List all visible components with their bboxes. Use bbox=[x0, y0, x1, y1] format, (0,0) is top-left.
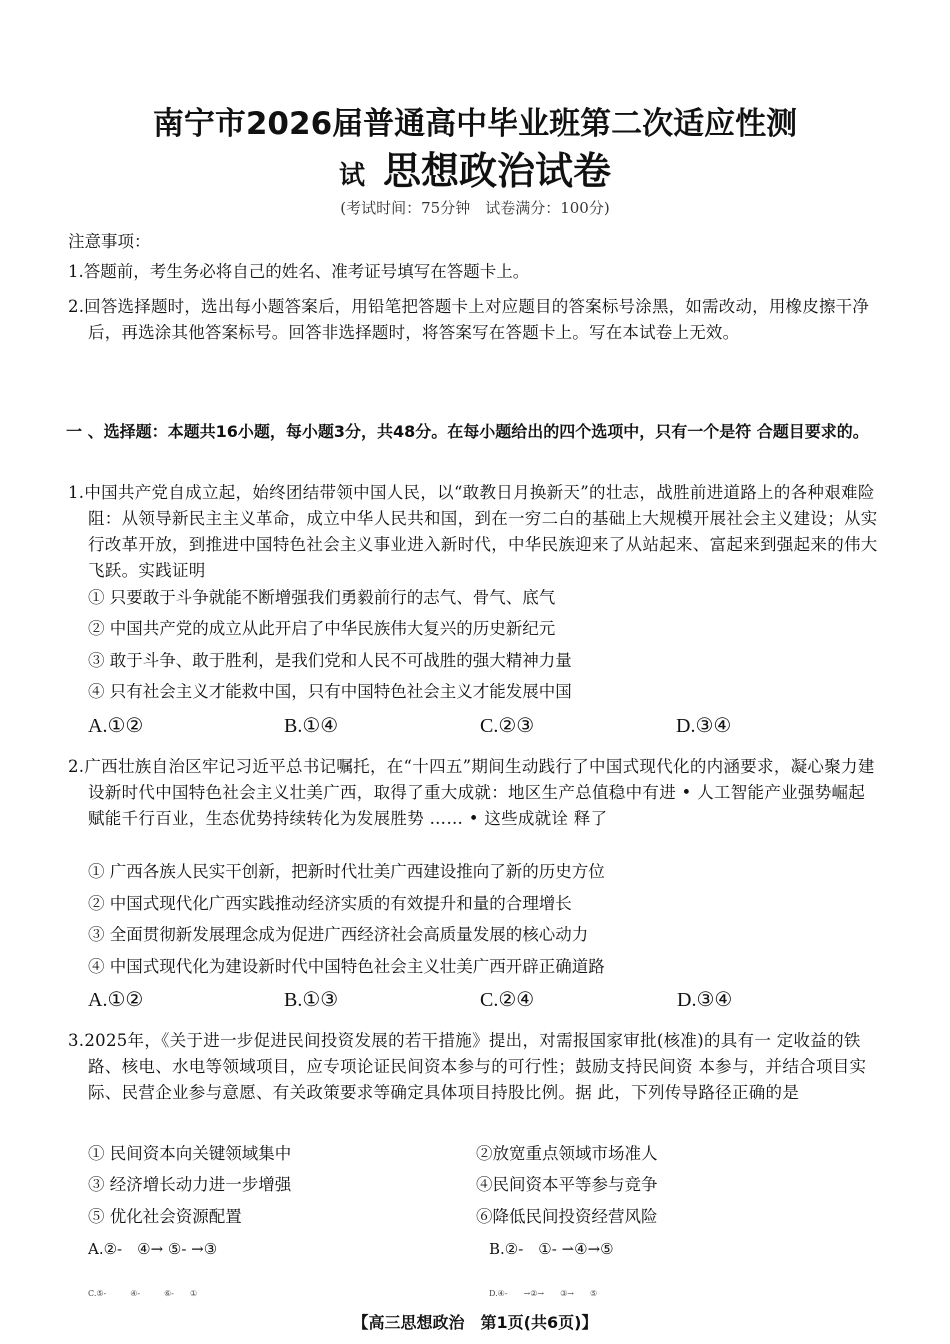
choice-a: A.①② bbox=[88, 715, 144, 737]
choice-c: C.②③ bbox=[480, 715, 535, 737]
exam-title-main: 思想政治试卷 bbox=[383, 149, 612, 193]
question-2-option: ① 广西各族人民实干创新，把新时代壮美广西建设推向了新的历史方位 bbox=[88, 862, 605, 881]
exam-title-prefix: 试 bbox=[338, 161, 365, 191]
question-3-option: ⑤ 优化社会资源配置 bbox=[88, 1207, 242, 1226]
choice-a: A.①② bbox=[88, 989, 144, 1011]
question-3-option: ① 民间资本向关键领域集中 bbox=[88, 1144, 292, 1163]
question-1-option: ① 只要敢于斗争就能不断增强我们勇毅前行的志气、骨气、底气 bbox=[88, 588, 556, 607]
choice-d: D.③④ bbox=[676, 715, 732, 737]
choice-c: C.②④ bbox=[480, 989, 535, 1011]
question-3-choice-c: C.⑤- ④- ⑥- ① bbox=[88, 1289, 198, 1298]
question-3-option: ③ 经济增长动力进一步增强 bbox=[88, 1175, 292, 1194]
note-item: 1.答题前，考生务必将自己的姓名、准考证号填写在答题卡上。 bbox=[68, 262, 530, 281]
question-2-stem: 2.广西壮族自治区牢记习近平总书记嘱托，在“十四五”期间生动践行了中国式现代化的内涵要求，凝心聚力建设新时代中国特色社会主义壮美广西，取得了重大成就：地区生产总值稳中有进 • 人工智能产业强势崛起赋能千行百业，生态优势持续转化为发展胜势 …… • 这些成就诠 释了 bbox=[68, 757, 875, 828]
question-2-option: ④ 中国式现代化为建设新时代中国特色社会主义壮美广西开辟正确道路 bbox=[88, 957, 605, 976]
question-3-choice-d: D.④- →②→ ③→ ⑤ bbox=[489, 1289, 598, 1298]
question-3-choice-a: A.②- ④→ ⑤- →③ bbox=[88, 1240, 218, 1258]
page-footer: 【高三思想政治 第1页(共6页)】 bbox=[352, 1313, 598, 1332]
exam-title-line1: 南宁市2026届普通高中毕业班第二次适应性测 bbox=[152, 106, 798, 142]
question-1-stem: 1.中国共产党自成立起，始终团结带领中国人民，以“敢教日月换新天”的壮志，战胜前进道路上的各种艰难险阻：从领导新民主主义革命，成立中华人民共和国，到在一穷二白的基础上大规模开展社会主义建设；从实行改革开放，到推进中国特色社会主义事业进入新时代，中华民族迎来了从站起来、富起来到强起来的伟大飞跃。实践证明 bbox=[68, 483, 878, 580]
question-1-option: ② 中国共产党的成立从此开启了中华民族伟大复兴的历史新纪元 bbox=[88, 619, 556, 638]
notes-heading: 注意事项： bbox=[68, 232, 151, 251]
question-3-option: ②放宽重点领域市场准人 bbox=[476, 1144, 658, 1163]
section-heading: 一 、选择题：本题共16小题，每小题3分，共48分。在每小题给出的四个选项中，只有一个是符 合题目要求的。 bbox=[66, 422, 869, 441]
question-2-option: ② 中国式现代化广西实践推动经济实质的有效提升和量的合理增长 bbox=[88, 894, 572, 913]
question-3-option: ④民间资本平等参与竞争 bbox=[476, 1175, 658, 1194]
question-3-option: ⑥降低民间投资经营风险 bbox=[476, 1207, 658, 1226]
question-1-option: ④ 只有社会主义才能救中国，只有中国特色社会主义才能发展中国 bbox=[88, 682, 572, 701]
question-2-option: ③ 全面贯彻新发展理念成为促进广西经济社会高质量发展的核心动力 bbox=[88, 925, 589, 944]
question-3-choice-b: B.②- ①- ⇀④→⑤ bbox=[489, 1240, 614, 1258]
question-1-option: ③ 敢于斗争、敢于胜利，是我们党和人民不可战胜的强大精神力量 bbox=[88, 651, 572, 670]
question-3-stem: 3.2025年，《关于进一步促进民间投资发展的若干措施》提出，对需报国家审批(核准)的具有一 定收益的铁路、核电、水电等领域项目，应专项论证民间资本参与的可行性；鼓励支持民间资 本参与，并结合项目实际、民营企业参与意愿、有关政策要求等确定具体项目持股比例。据 此，下列传导路径正确的是 bbox=[68, 1031, 867, 1102]
note-item: 2.回答选择题时，选出每小题答案后，用铅笔把答题卡上对应题目的答案标号涂黑，如需改动，用橡皮擦干净后，再选涂其他答案标号。回答非选择题时，将答案写在答题卡上。写在本试卷上无效。 bbox=[68, 297, 870, 342]
choice-b: B.①④ bbox=[284, 715, 339, 737]
choice-b: B.①③ bbox=[284, 989, 339, 1011]
choice-d: D.③④ bbox=[677, 989, 733, 1011]
exam-title-line2 bbox=[0, 140, 950, 195]
exam-subtitle: (考试时间：75分钟 试卷满分：100分) bbox=[340, 199, 610, 217]
